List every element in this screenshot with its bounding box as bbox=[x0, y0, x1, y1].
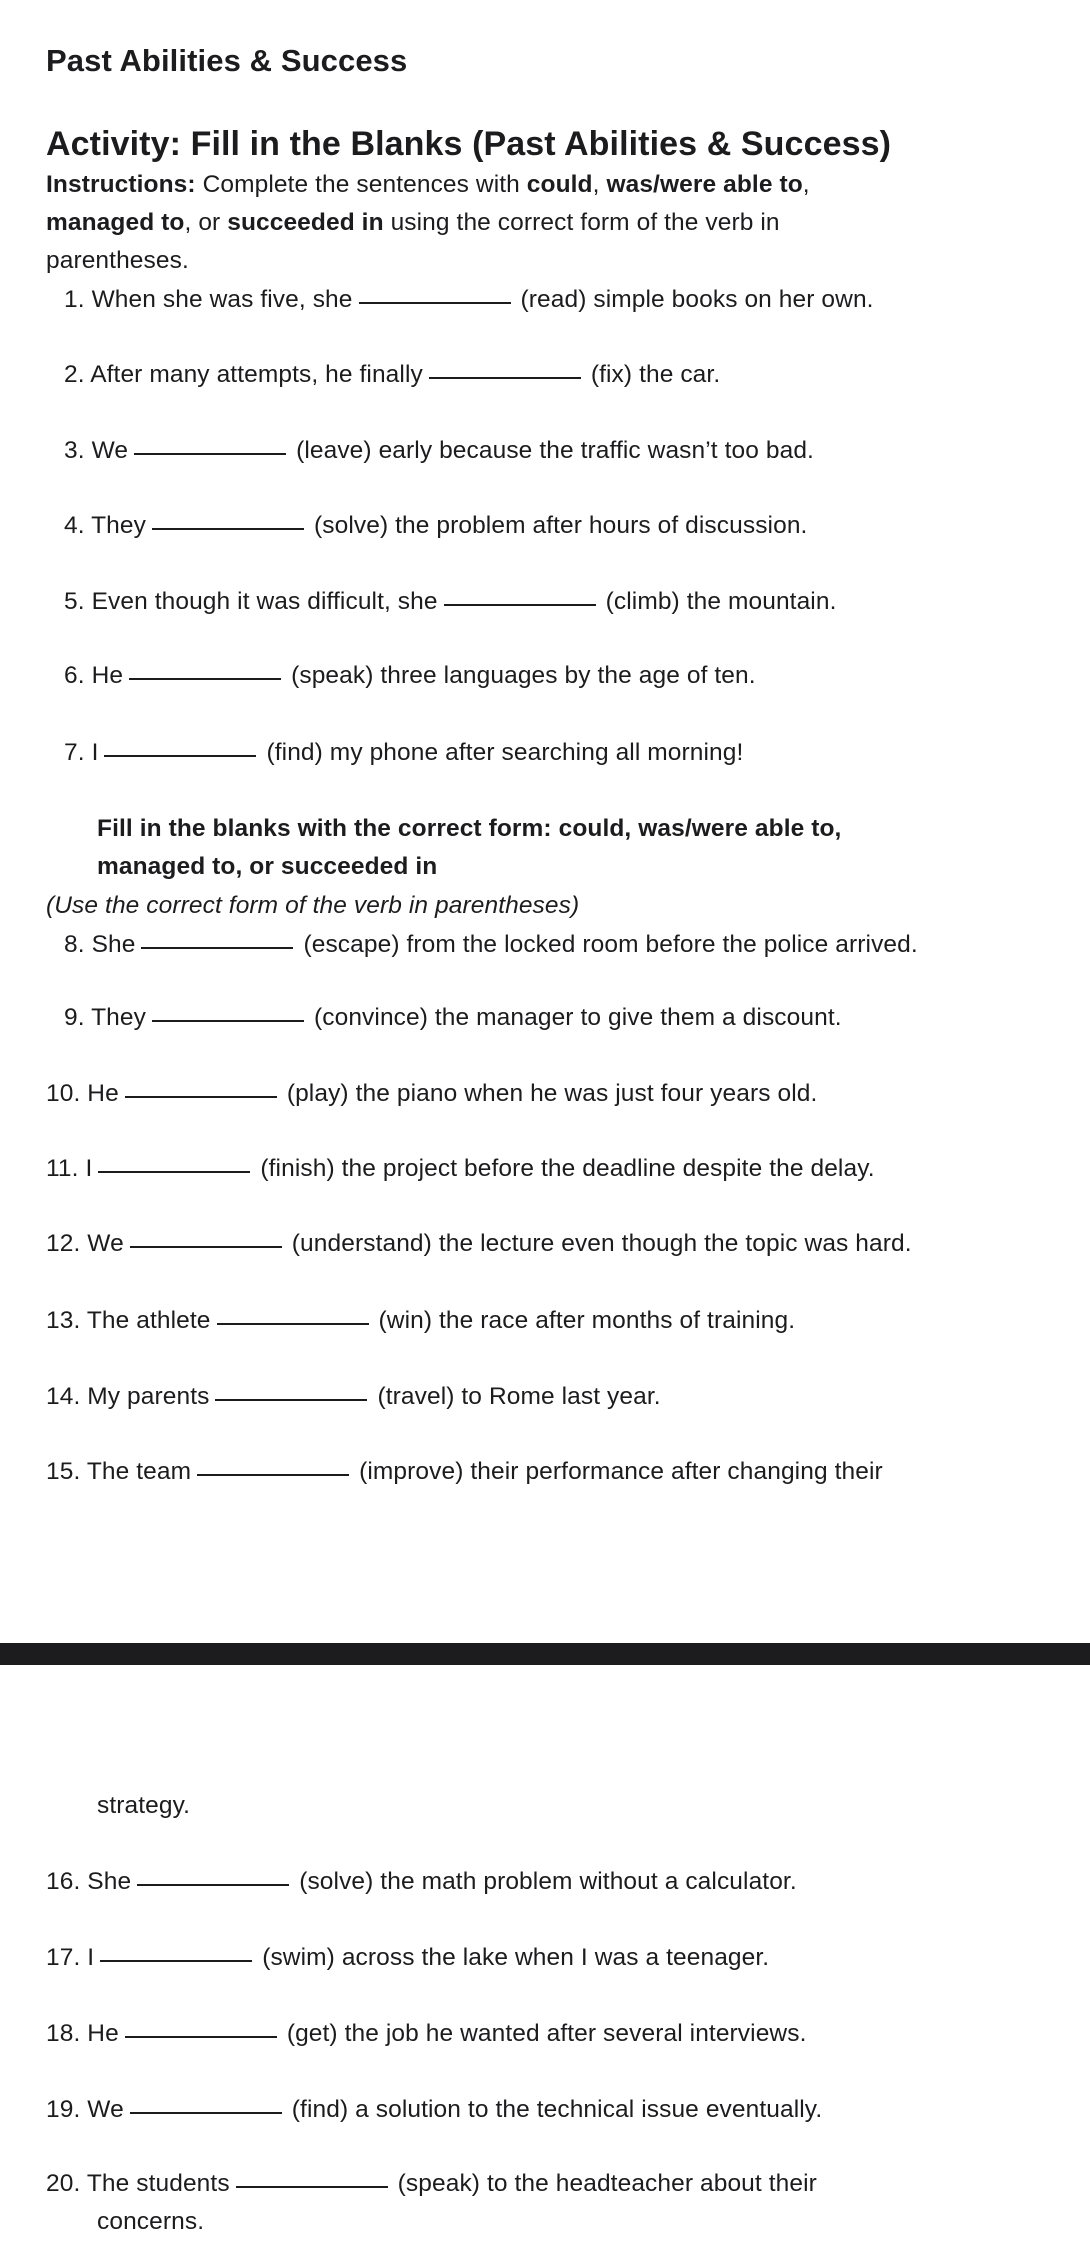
exercise-item: 8. She (escape) from the locked room before the police arrived. bbox=[64, 931, 918, 958]
exercise-item: 13. The athlete (win) the race after months of training. bbox=[46, 1307, 796, 1334]
exercise-item: 17. I (swim) across the lake when I was a teenager. bbox=[46, 1944, 770, 1971]
instructions-label: Instructions: bbox=[46, 171, 196, 198]
exercise-item: 15. The team (improve) their performance after changing their bbox=[46, 1458, 883, 1485]
answer-blank[interactable] bbox=[444, 604, 596, 606]
separator: , or bbox=[184, 209, 228, 236]
answer-blank[interactable] bbox=[217, 1323, 369, 1325]
exercise-item: 16. She (solve) the math problem without a calculator. bbox=[46, 1868, 797, 1895]
answer-blank[interactable] bbox=[137, 1884, 289, 1886]
instructions-line-3: parentheses. bbox=[46, 247, 189, 274]
exercise-item: 7. I (find) my phone after searching all morning! bbox=[64, 739, 744, 766]
keyword-managed-to: managed to bbox=[46, 209, 185, 236]
answer-blank[interactable] bbox=[104, 755, 256, 757]
keyword-succeeded-in: succeeded in bbox=[227, 209, 384, 236]
exercise-item: 14. My parents (travel) to Rome last year. bbox=[46, 1383, 661, 1410]
exercise-item: 9. They (convince) the manager to give them a discount. bbox=[64, 1004, 842, 1031]
answer-blank[interactable] bbox=[359, 302, 511, 304]
answer-blank[interactable] bbox=[100, 1960, 252, 1962]
exercise-item: 20. The students (speak) to the headteacher about their bbox=[46, 2170, 817, 2197]
section-heading: Fill in the blanks with the correct form: could, was/were able to, bbox=[97, 815, 842, 842]
keyword-could: could bbox=[526, 171, 593, 198]
item-continuation: strategy. bbox=[97, 1792, 191, 1819]
exercise-item: 11. I (finish) the project before the deadline despite the delay. bbox=[46, 1155, 875, 1182]
section-heading: managed to, or succeeded in bbox=[97, 853, 438, 880]
answer-blank[interactable] bbox=[197, 1474, 349, 1476]
exercise-item: 12. We (understand) the lecture even though the topic was hard. bbox=[46, 1230, 912, 1257]
exercise-item: 6. He (speak) three languages by the age of ten. bbox=[64, 662, 756, 689]
exercise-item: 1. When she was five, she (read) simple books on her own. bbox=[64, 286, 874, 313]
answer-blank[interactable] bbox=[98, 1171, 250, 1173]
exercise-item: 4. They (solve) the problem after hours of discussion. bbox=[64, 512, 808, 539]
separator: , bbox=[802, 171, 810, 198]
instructions-text: Complete the sentences with bbox=[195, 171, 527, 198]
answer-blank[interactable] bbox=[130, 2112, 282, 2114]
answer-blank[interactable] bbox=[130, 1246, 282, 1248]
section-note: (Use the correct form of the verb in parentheses) bbox=[46, 892, 580, 919]
exercise-item: 5. Even though it was difficult, she (climb) the mountain. bbox=[64, 588, 837, 615]
answer-blank[interactable] bbox=[134, 453, 286, 455]
answer-blank[interactable] bbox=[429, 377, 581, 379]
exercise-item: 3. We (leave) early because the traffic wasn’t too bad. bbox=[64, 437, 814, 464]
answer-blank[interactable] bbox=[125, 1096, 277, 1098]
exercise-item: 10. He (play) the piano when he was just four years old. bbox=[46, 1080, 818, 1107]
answer-blank[interactable] bbox=[141, 947, 293, 949]
answer-blank[interactable] bbox=[152, 528, 304, 530]
answer-blank[interactable] bbox=[236, 2186, 388, 2188]
page-title: Past Abilities & Success bbox=[46, 43, 408, 78]
activity-heading: Activity: Fill in the Blanks (Past Abilities & Success) bbox=[46, 125, 892, 163]
keyword-was-were-able-to: was/were able to bbox=[606, 171, 803, 198]
item-continuation: concerns. bbox=[97, 2208, 205, 2235]
answer-blank[interactable] bbox=[125, 2036, 277, 2038]
exercise-item: 19. We (find) a solution to the technical issue eventually. bbox=[46, 2096, 823, 2123]
answer-blank[interactable] bbox=[152, 1020, 304, 1022]
answer-blank[interactable] bbox=[215, 1399, 367, 1401]
instructions-line-1 bbox=[46, 170, 810, 200]
page-divider bbox=[0, 1643, 1090, 1665]
exercise-item: 2. After many attempts, he finally (fix) the car. bbox=[64, 361, 721, 388]
instructions-line-2 bbox=[46, 208, 780, 238]
answer-blank[interactable] bbox=[129, 678, 281, 680]
exercise-item: 18. He (get) the job he wanted after several interviews. bbox=[46, 2020, 807, 2047]
separator: , bbox=[592, 171, 607, 198]
instructions-text: using the correct form of the verb in bbox=[383, 209, 780, 236]
